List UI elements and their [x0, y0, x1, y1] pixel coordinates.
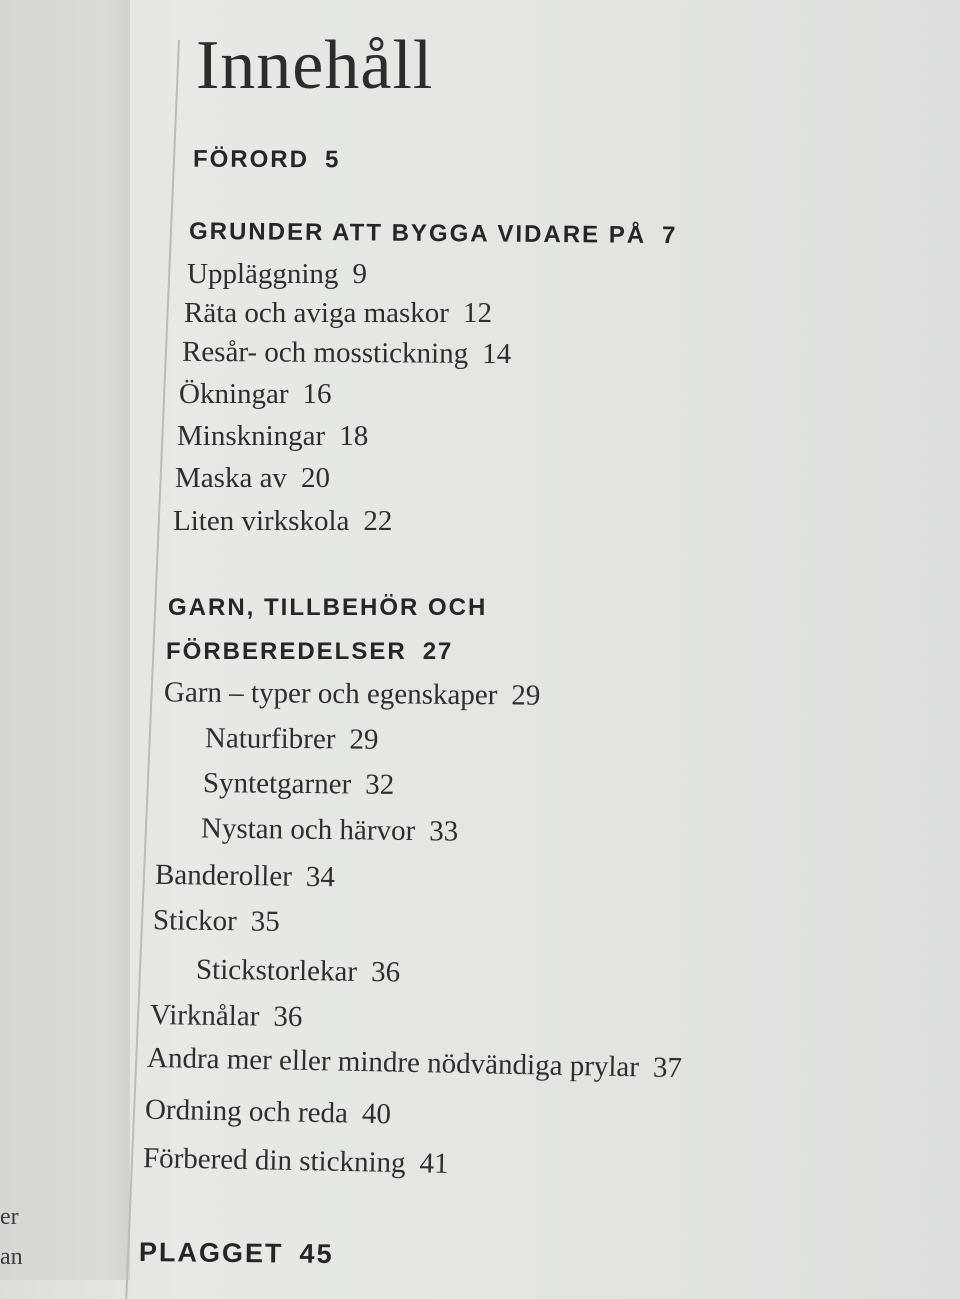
toc-subitem: Stickstorlekar 36	[195, 953, 401, 989]
page-title: Innehåll	[196, 27, 434, 104]
toc-item: Garn – typer och egenskaper 29	[163, 676, 541, 712]
toc-item: Andra mer eller mindre nödvändiga prylar 37	[146, 1041, 683, 1085]
toc-heading-label: GRUNDER ATT BYGGA VIDARE PÅ	[188, 217, 647, 249]
toc-heading-label: FÖRBEREDELSER	[166, 638, 407, 665]
toc-heading-label: GARN, TILLBEHÖR OCH	[168, 594, 488, 621]
toc-item: Förbered din stickning 41	[142, 1142, 449, 1180]
toc-heading-label: PLAGGET	[138, 1236, 284, 1269]
toc-item: Liten virkskola 22	[173, 505, 393, 537]
toc-item: Räta och aviga maskor 12	[184, 297, 492, 329]
toc-item: Virknålar 36	[149, 998, 303, 1034]
toc-item: Banderoller 34	[154, 858, 336, 894]
toc-subitem: Nystan och härvor 33	[200, 812, 459, 848]
toc-heading-garn-line2	[166, 638, 453, 666]
facing-page-fragment: an	[0, 1244, 23, 1270]
toc-heading-page: 5	[324, 146, 341, 174]
toc-heading-page: 45	[299, 1238, 334, 1270]
toc-item: Ordning och reda 40	[144, 1093, 392, 1131]
toc-heading-grunder	[189, 218, 678, 250]
toc-heading-plagget	[139, 1237, 334, 1270]
toc-heading-page: 7	[662, 221, 678, 250]
facing-page-fragment: er	[0, 1204, 19, 1230]
toc-subitem: Naturfibrer 29	[204, 722, 379, 756]
toc-item: Stickor 35	[152, 904, 281, 938]
toc-item: Resår- och mosstickning 14	[181, 335, 512, 371]
toc-item: Minskningar 18	[177, 420, 369, 452]
toc-heading-label: FÖRORD	[192, 145, 310, 174]
toc-item: Ökningar 16	[179, 378, 332, 410]
toc-heading-garn	[168, 594, 487, 622]
toc-heading-forord	[193, 146, 341, 175]
toc-heading-page: 27	[422, 638, 454, 665]
toc-item: Maska av 20	[175, 462, 330, 494]
toc-subitem: Syntetgarner 32	[202, 767, 395, 801]
toc-item: Uppläggning 9	[187, 258, 367, 290]
